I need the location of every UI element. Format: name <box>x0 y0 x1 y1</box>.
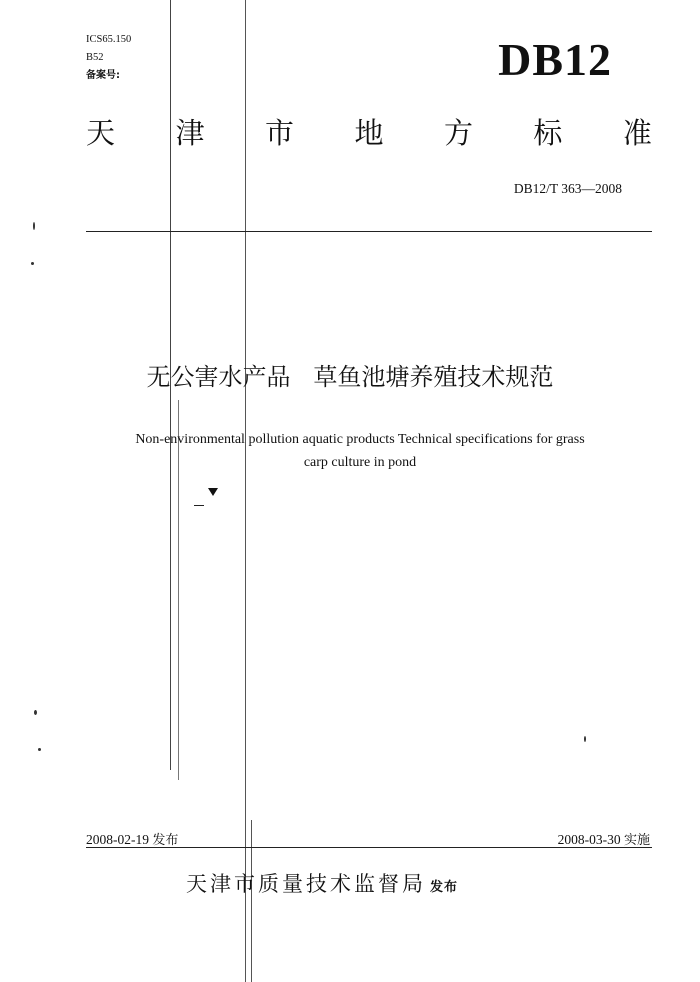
issuer-name: 天津市质量技术监督局 <box>186 872 426 896</box>
ccs-code: B52 <box>86 52 104 63</box>
footer-divider <box>86 847 652 848</box>
header-divider <box>86 231 652 232</box>
scan-speck <box>34 710 37 715</box>
title-char: 方 <box>443 116 473 150</box>
implement-date-value: 2008-03-30 <box>557 832 621 847</box>
issuer-suffix: 发布 <box>430 880 459 895</box>
title-char: 天 <box>86 116 116 150</box>
standard-type-title <box>86 116 652 151</box>
title-char: 津 <box>175 116 205 150</box>
title-char: 地 <box>354 116 384 150</box>
implement-date-label: 实施 <box>623 833 650 848</box>
scan-speck <box>33 222 35 230</box>
standard-number: DB12/T 363—2008 <box>513 181 622 196</box>
issue-date <box>86 829 178 848</box>
ics-code: ICS65.150 <box>86 34 132 45</box>
scan-speck <box>584 736 586 742</box>
arrow-mark-artifact <box>208 488 218 496</box>
title-char: 准 <box>622 116 652 150</box>
scan-speck <box>31 262 34 265</box>
standard-code-logo: DB12 <box>498 34 612 85</box>
scan-line-artifact <box>251 820 252 982</box>
dash-mark-artifact <box>194 505 204 506</box>
scan-speck <box>38 748 41 751</box>
document-title-en <box>60 428 660 474</box>
issue-date-label: 发布 <box>152 833 179 848</box>
record-number-label: 备案号: <box>86 70 120 81</box>
document-title-cn: 无公害水产品 草鱼池塘养殖技术规范 <box>146 363 554 391</box>
implement-date <box>558 829 650 848</box>
title-en-line: carp culture in pond <box>303 455 417 470</box>
issuer <box>186 874 458 895</box>
issue-date-value: 2008-02-19 <box>86 832 149 847</box>
title-char: 标 <box>533 116 563 150</box>
title-en-line: Non-environmental pollution aquatic products Technical specifications for grass <box>135 432 585 447</box>
title-char: 市 <box>264 116 294 150</box>
